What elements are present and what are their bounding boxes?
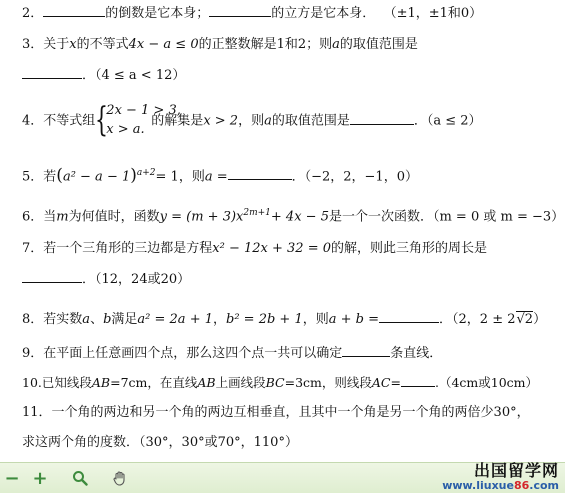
question-3 — [22, 36, 559, 54]
answer-blank — [401, 374, 435, 387]
answer-text: ．（12，24或20） — [82, 272, 191, 287]
question-7 — [22, 240, 559, 258]
question-text: 在平面上任意画四个点，那么这四个点一共可以确定 — [43, 346, 343, 361]
sqrt-radicand: 2 — [524, 312, 534, 327]
url-part: .com — [529, 479, 559, 492]
question-text: 已知线段 — [41, 375, 92, 390]
question-text: 关于 — [43, 37, 70, 52]
question-text: =7cm，在直线 — [110, 375, 198, 390]
math-var: b — [103, 312, 112, 327]
question-number: 10. — [22, 375, 42, 390]
question-11 — [22, 404, 559, 422]
math-var: a — [264, 113, 272, 129]
question-text: 的取值范围是 — [339, 37, 418, 52]
question-text: 一个角的两边和另一个角的两边互相垂直，且其中一个角是另一个角的两倍少30°， — [51, 405, 530, 420]
answer-text: （±1，±1和0） — [383, 6, 483, 21]
math-expression: a² − a − 1 — [62, 169, 131, 185]
url-part: www.liuxue — [442, 479, 514, 492]
question-text: 的不等式 — [76, 37, 129, 52]
system-row: x > a. — [106, 122, 145, 137]
question-text: 的解集是 — [151, 113, 204, 129]
math-var: m — [56, 209, 69, 225]
hand-icon — [112, 470, 128, 486]
question-5: 5．若$(a^2 - a - 1)^{a+2}= 1$，则a = ．（−2，2，−1，0） — [22, 165, 418, 186]
question-text: ， — [213, 312, 227, 327]
question-number: 8． — [22, 312, 44, 327]
question-text: 的立方是它本身． — [271, 6, 376, 21]
question-text: 的倒数是它本身； — [105, 6, 210, 21]
question-text: 的解，则此三角形的周长是 — [331, 241, 488, 256]
math-expression: a² = 2a + 1 — [137, 312, 213, 327]
question-text: 、 — [90, 312, 104, 327]
answer-text: .（4cm或10cm） — [434, 375, 539, 390]
site-watermark — [442, 462, 559, 492]
math-expression: b² = 2b + 1 — [226, 312, 303, 327]
answer-blank — [209, 4, 271, 17]
question-number: 7． — [22, 241, 44, 256]
question-text: = — [390, 375, 401, 390]
math-expression: 4x − a ≤ 0 — [128, 37, 199, 52]
question-number: 2． — [22, 6, 44, 21]
question-text: 不等式组 — [43, 113, 96, 129]
question-10 — [22, 374, 559, 392]
question-number: 3． — [22, 37, 44, 52]
answer-text: ．（4 ≤ a < 12） — [82, 68, 186, 83]
math-expression: a + b = — [328, 312, 380, 327]
answer-text: ．（2，2 ± 2 — [439, 312, 516, 327]
answer-text: ．（a ≤ 2） — [413, 113, 482, 129]
math-var: x — [69, 37, 77, 52]
question-7-continued — [22, 270, 559, 289]
question-text: 当 — [43, 209, 57, 225]
answer-blank — [350, 112, 414, 125]
question-8 — [22, 310, 559, 329]
question-number: 4． — [22, 113, 44, 129]
question-text: 若一个三角形的三边都是方程 — [43, 241, 213, 256]
question-text: =3cm，则线段 — [284, 375, 372, 390]
question-text: 的取值范围是 — [271, 113, 350, 129]
magnifier-icon — [72, 470, 88, 486]
question-text: ，则 — [238, 113, 265, 129]
question-number: 6． — [22, 209, 44, 225]
math-exponent: 2m+1 — [243, 208, 271, 218]
question-4 — [22, 102, 559, 141]
question-text: 的正整数解是1和2；则 — [198, 37, 333, 52]
minus-icon: − — [4, 467, 20, 489]
plus-icon: + — [32, 467, 48, 489]
question-text: ，则 — [302, 312, 329, 327]
math-expression: + 4x − 5 — [270, 209, 329, 225]
question-11-continued — [22, 434, 559, 452]
question-2 — [22, 4, 559, 23]
math-var: AB — [91, 375, 111, 390]
answer-text: ．（−2，2，−1，0） — [291, 169, 418, 185]
answer-blank — [22, 66, 82, 79]
math-expression: y = (m + 3)x — [159, 209, 244, 225]
watermark-title: 出国留学网 — [473, 461, 559, 480]
zoom-in-button[interactable] — [30, 468, 50, 488]
math-expression: x > 2 — [203, 113, 239, 129]
pan-tool-button[interactable] — [110, 468, 130, 488]
question-3-continued — [22, 66, 559, 85]
search-button[interactable] — [70, 468, 90, 488]
math-expression: x² − 12x + 32 = 0 — [212, 241, 331, 256]
math-var: AC — [371, 375, 391, 390]
math-expression: a = — [204, 169, 228, 185]
sqrt-symbol: √2 — [516, 312, 534, 327]
question-text: 求这两个角的度数．（30°，30°或70°，110°） — [22, 435, 298, 450]
math-var: AB — [197, 375, 216, 390]
question-6 — [22, 204, 565, 226]
answer-blank — [342, 344, 390, 357]
math-var: a — [332, 37, 340, 52]
brace-symbol: { — [95, 100, 109, 140]
question-number: 9． — [22, 346, 44, 361]
system-row: 2x − 1 > 3, — [106, 103, 181, 118]
question-text: 上画线段 — [215, 375, 266, 390]
answer-blank — [379, 310, 439, 323]
zoom-out-button[interactable] — [2, 468, 22, 488]
answer-blank — [228, 167, 292, 180]
answer-text: ） — [533, 312, 547, 327]
question-text: 满足 — [111, 312, 138, 327]
answer-blank — [43, 4, 105, 17]
math-exponent: a+2 — [136, 168, 156, 178]
question-number: 11． — [22, 405, 52, 420]
question-text: = 1，则 — [155, 169, 205, 185]
math-var: BC — [265, 375, 285, 390]
question-text: 是一个一次函数．（m = 0 或 m = −3） — [328, 209, 565, 225]
question-number: 5． — [22, 169, 44, 185]
question-text: 条直线． — [390, 346, 443, 361]
url-part: 86 — [513, 479, 530, 492]
question-text: 若 — [43, 169, 57, 185]
question-text: 若实数 — [43, 312, 83, 327]
answer-blank — [22, 270, 82, 283]
question-9 — [22, 344, 559, 363]
watermark-url — [442, 480, 559, 492]
math-var: a — [82, 312, 91, 327]
question-text: 为何值时，函数 — [68, 209, 160, 225]
